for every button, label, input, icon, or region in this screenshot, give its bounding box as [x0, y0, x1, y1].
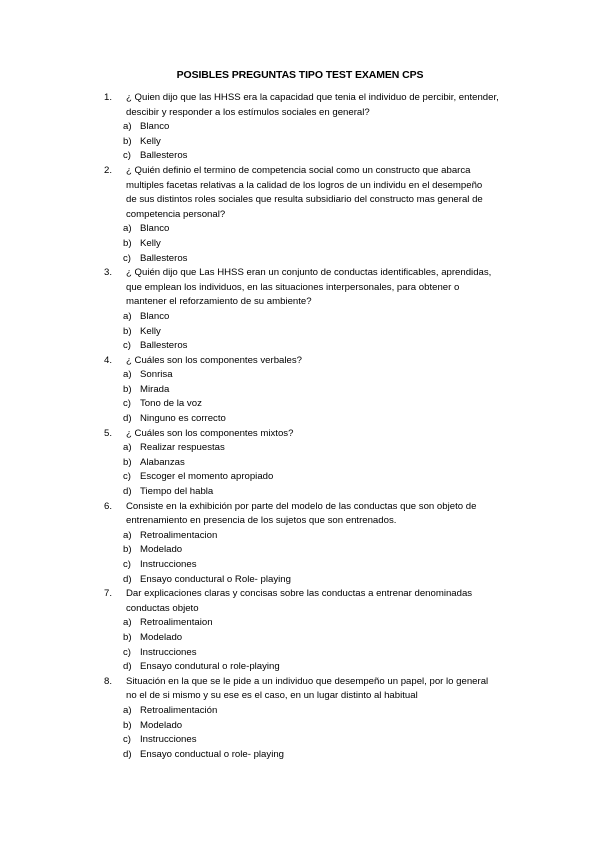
option-text: Retroalimentación [140, 704, 218, 716]
question-line [0, 295, 600, 310]
question-text: ¿ Cuáles son los componentes verbales? [126, 354, 302, 366]
answer-option [0, 237, 600, 252]
option-text: Instrucciones [140, 646, 197, 658]
option-letter: d) [123, 573, 132, 585]
option-letter: c) [123, 734, 131, 746]
option-letter: a) [123, 369, 132, 381]
option-letter: d) [123, 748, 132, 760]
answer-option [0, 310, 600, 325]
question-2 [0, 164, 600, 266]
option-letter: b) [123, 631, 132, 643]
question-text: no el de si mismo y su ese es el caso, en un lugar distinto al habitual [126, 690, 418, 702]
question-text: Dar explicaciones claras y concisas sobre las conductas a entrenar denominadas [126, 588, 473, 600]
question-line [0, 500, 600, 515]
question-6 [0, 500, 600, 588]
answer-option [0, 558, 600, 573]
option-text: Ballesteros [140, 150, 188, 162]
answer-option [0, 529, 600, 544]
option-letter: d) [123, 413, 132, 425]
question-line [0, 427, 600, 442]
option-text: Blanco [140, 223, 170, 235]
option-letter: b) [123, 544, 132, 556]
question-text: ¿ Cuáles son los componentes mixtos? [126, 427, 294, 439]
option-text: Retroalimentacion [140, 529, 218, 541]
question-line [0, 354, 600, 369]
option-text: Tono de la voz [140, 398, 202, 410]
page-title: POSIBLES PREGUNTAS TIPO TEST EXAMEN CPS [176, 69, 424, 81]
answer-option [0, 748, 600, 763]
option-letter: a) [123, 704, 132, 716]
question-line [0, 587, 600, 602]
question-text: ¿ Quién definio el termino de competencia social como un constructo que abarca [126, 164, 471, 176]
question-number: 2. [104, 164, 113, 176]
question-number: 7. [104, 588, 113, 600]
answer-option [0, 135, 600, 150]
question-number: 1. [104, 92, 113, 103]
option-letter: a) [123, 310, 132, 322]
option-letter: d) [123, 661, 132, 673]
answer-option [0, 470, 600, 485]
option-letter: c) [123, 559, 131, 570]
option-text: Modelado [140, 631, 183, 643]
answer-option [0, 573, 600, 588]
question-7 [0, 587, 600, 675]
option-letter: c) [123, 646, 131, 658]
question-line [0, 689, 600, 704]
option-letter: c) [123, 150, 131, 162]
option-letter: b) [123, 719, 132, 731]
option-text: Ballesteros [140, 340, 188, 352]
question-list [0, 91, 600, 762]
option-text: Retroalimentaion [140, 617, 213, 629]
option-letter: a) [123, 617, 132, 629]
option-text: Ensayo conductural o Role- playing [140, 573, 291, 585]
question-4 [0, 354, 600, 427]
answer-option [0, 149, 600, 164]
answer-option [0, 456, 600, 471]
question-text: ¿ Quien dijo que las HHSS era la capacidad que tenia el individuo de percibir, entender, [126, 92, 499, 103]
answer-option [0, 616, 600, 631]
option-letter: c) [123, 252, 131, 264]
question-text: ¿ Quién dijo que Las HHSS eran un conjunto de conductas identificables, aprendidas, [126, 267, 492, 279]
question-number: 3. [104, 267, 113, 279]
question-3 [0, 266, 600, 354]
option-text: Sonrisa [140, 369, 173, 381]
answer-option [0, 412, 600, 427]
option-text: Ballesteros [140, 252, 188, 264]
option-text: Ensayo condutural o role-playing [140, 661, 280, 673]
option-text: Escoger el momento apropiado [140, 471, 274, 483]
question-line [0, 106, 600, 121]
option-letter: a) [123, 529, 132, 541]
answer-option [0, 719, 600, 734]
option-letter: a) [123, 442, 132, 454]
question-text: multiples facetas relativas a la calidad de los logros de un individu en el desempeño [126, 179, 483, 191]
answer-option [0, 120, 600, 135]
option-letter: a) [123, 223, 132, 235]
option-text: Modelado [140, 719, 183, 731]
option-text: Tiempo del habla [140, 486, 214, 498]
option-text: Mirada [140, 383, 170, 395]
option-text: Blanco [140, 121, 170, 133]
question-line [0, 281, 600, 296]
answer-option [0, 660, 600, 675]
answer-option [0, 543, 600, 558]
option-letter: b) [123, 135, 132, 147]
option-text: Ensayo conductual o role- playing [140, 748, 284, 760]
question-line [0, 266, 600, 281]
question-8 [0, 675, 600, 763]
question-text: entrenamiento en presencia de los sujetos que son entrenados. [126, 515, 397, 527]
answer-option [0, 733, 600, 748]
answer-option [0, 325, 600, 340]
answer-option [0, 631, 600, 646]
question-line [0, 675, 600, 690]
answer-option [0, 222, 600, 237]
question-text: descibir y responder a los estímulos sociales en general? [126, 106, 370, 118]
question-text: mantener el reforzamiento de su ambiente? [126, 296, 312, 308]
question-text: Situación en la que se le pide a un individuo que desempeño un papel, por lo general [126, 675, 489, 687]
question-number: 4. [104, 354, 113, 366]
question-text: conductas objeto [126, 602, 199, 614]
question-line [0, 514, 600, 529]
question-1 [0, 91, 600, 164]
answer-option [0, 485, 600, 500]
option-text: Instrucciones [140, 734, 197, 746]
question-line [0, 164, 600, 179]
question-number: 5. [104, 427, 113, 439]
question-text: competencia personal? [126, 208, 226, 220]
question-text: de sus distintos roles sociales que resulta subsidiario del constructo mas general de [126, 194, 483, 206]
answer-option [0, 704, 600, 719]
question-text: Consiste en la exhibición por parte del modelo de las conductas que son objeto de [126, 500, 477, 512]
option-text: Blanco [140, 310, 170, 322]
answer-option [0, 441, 600, 456]
question-line [0, 193, 600, 208]
option-text: Kelly [140, 237, 161, 249]
option-text: Alabanzas [140, 456, 185, 468]
option-letter: a) [123, 121, 132, 133]
question-number: 6. [104, 500, 113, 512]
option-letter: b) [123, 383, 132, 395]
answer-option [0, 383, 600, 398]
option-letter: c) [123, 398, 131, 410]
option-letter: b) [123, 325, 132, 337]
option-text: Modelado [140, 544, 183, 556]
option-text: Kelly [140, 135, 161, 147]
option-letter: c) [123, 340, 131, 352]
option-text: Ninguno es correcto [140, 413, 226, 425]
question-number: 8. [104, 675, 113, 687]
option-letter: b) [123, 456, 132, 468]
answer-option [0, 368, 600, 383]
answer-option [0, 252, 600, 267]
answer-option [0, 646, 600, 661]
option-letter: d) [123, 486, 132, 498]
answer-option [0, 397, 600, 412]
option-text: Kelly [140, 325, 161, 337]
question-line [0, 208, 600, 223]
question-line [0, 602, 600, 617]
question-line [0, 179, 600, 194]
option-letter: c) [123, 471, 131, 483]
question-5 [0, 427, 600, 500]
option-text: Instrucciones [140, 559, 197, 570]
option-text: Realizar respuestas [140, 442, 225, 454]
answer-option [0, 339, 600, 354]
question-line [0, 91, 600, 106]
option-letter: b) [123, 237, 132, 249]
question-text: que emplean los individuos, en las situaciones interpersonales, para obtener o [126, 281, 460, 293]
